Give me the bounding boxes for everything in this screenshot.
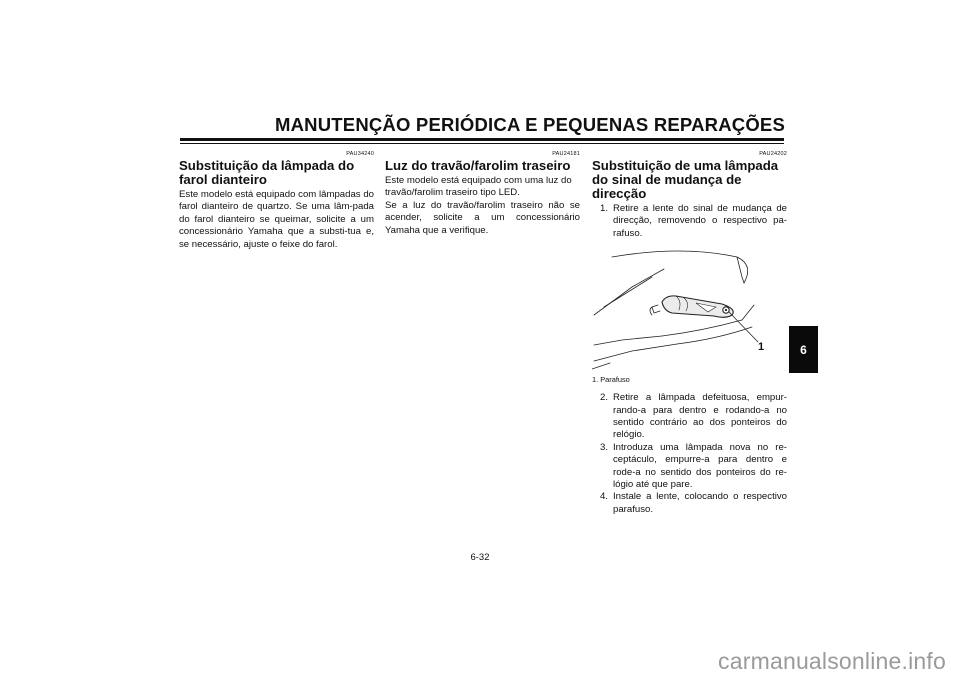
page-number: 6-32 — [470, 552, 490, 563]
turn-signal-figure — [592, 247, 787, 372]
steps-list — [592, 392, 787, 516]
section-body: Este modelo está equipado com lâmpadas do farol dianteiro de quartzo. Se uma lâm-pada do farol dianteiro se queimar, solicite a um concessionário Yamaha que a substi-tua e, se necessário, ajuste o feixe do farol. — [179, 189, 374, 250]
header-rule-thin — [180, 143, 784, 144]
figure-callout: 1 — [758, 341, 765, 354]
section-headlight — [179, 150, 374, 251]
section-turn-signal — [592, 150, 787, 516]
step-item — [592, 442, 787, 492]
step-text: Introduza uma lâmpada nova no re-ceptáculo, empurre-a para dentro e rode-a no sentido dos ponteiros do re-lógio até que pare. — [613, 441, 787, 491]
section-body: Se a luz do travão/farolim traseiro não se acender, solicite a um concessionário Yamaha que a verifique. — [385, 199, 580, 236]
steps-list — [592, 203, 787, 240]
header-rule — [180, 138, 784, 141]
section-title: Substituição de uma lâmpada do sinal de mudança de direcção — [592, 158, 779, 201]
step-text: Retire a lâmpada defeituosa, empur-rando-a para dentro e rodando-a no sentido contrário ao dos ponteiros do relógio. — [613, 392, 787, 441]
step-item — [592, 491, 787, 516]
section-body: Este modelo está equipado com uma luz do travão/farolim traseiro tipo LED. — [385, 175, 572, 199]
figure-caption: 1. Parafuso — [592, 375, 630, 385]
section-code: PAU34240 — [346, 151, 374, 157]
step-text: Instale a lente, colocando o respectivo parafuso. — [613, 491, 787, 515]
page-title: MANUTENÇÃO PERIÓDICA E PEQUENAS REPARAÇÕES — [274, 114, 785, 135]
step-number: 3. — [600, 441, 609, 453]
step-text: Retire a lente do sinal de mudança de direcção, removendo o respectivo pa-rafuso. — [613, 203, 787, 239]
watermark: carmanualsonline.info — [718, 648, 946, 674]
step-number: 1. — [600, 203, 609, 214]
turn-signal-illustration — [592, 247, 787, 372]
step-number: 2. — [600, 392, 609, 404]
section-code: PAU24181 — [552, 151, 580, 157]
step-item — [592, 392, 787, 442]
chapter-tab: 6 — [789, 326, 818, 373]
section-title: Substituição da lâmpada do farol dianteiro — [179, 158, 355, 187]
section-tail-light — [385, 150, 580, 237]
step-item — [592, 203, 787, 240]
section-code: PAU24202 — [759, 151, 787, 157]
step-number: 4. — [600, 491, 609, 503]
section-title: Luz do travão/farolim traseiro — [385, 158, 571, 173]
